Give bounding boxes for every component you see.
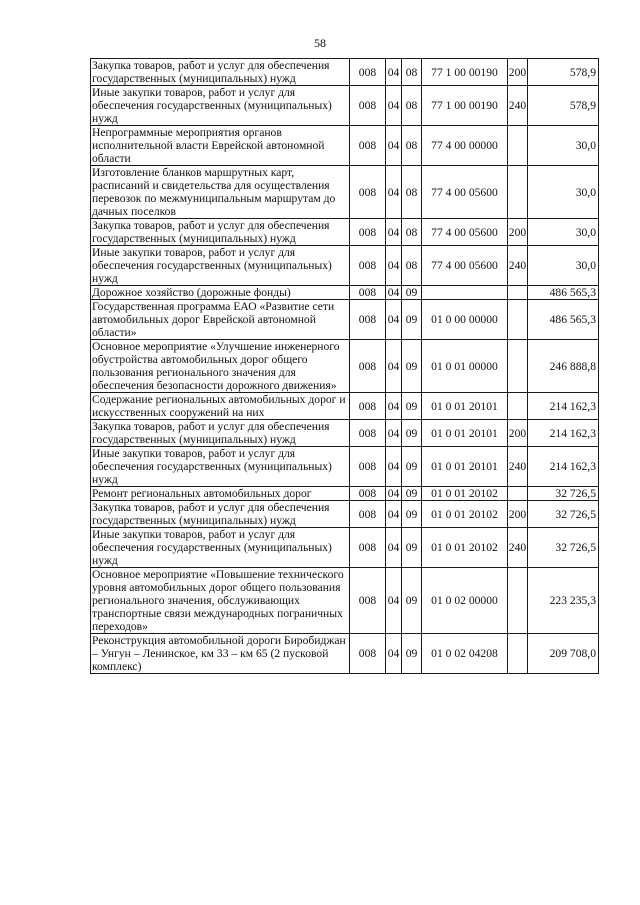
section-code: 04 bbox=[386, 166, 402, 219]
subsection-code: 08 bbox=[402, 86, 422, 126]
ministry-code: 008 bbox=[350, 568, 386, 634]
amount: 32 726,5 bbox=[528, 501, 599, 528]
target-article-code: 77 4 00 00000 bbox=[422, 126, 508, 166]
ministry-code: 008 bbox=[350, 501, 386, 528]
subsection-code: 09 bbox=[402, 568, 422, 634]
subsection-code: 09 bbox=[402, 300, 422, 340]
row-name: Основное мероприятие «Улучшение инженерного обустройства автомобильных дорог общего пользования регионального значения для обеспечения безопасности дорожного движения» bbox=[91, 340, 350, 393]
ministry-code: 008 bbox=[350, 528, 386, 568]
row-name: Дорожное хозяйство (дорожные фонды) bbox=[91, 286, 350, 300]
amount: 578,9 bbox=[528, 86, 599, 126]
table-row bbox=[91, 487, 599, 501]
table-row bbox=[91, 126, 599, 166]
expense-type-code: 240 bbox=[508, 447, 528, 487]
expense-type-code: 200 bbox=[508, 59, 528, 86]
budget-table bbox=[90, 58, 599, 674]
table-row bbox=[91, 286, 599, 300]
amount: 32 726,5 bbox=[528, 487, 599, 501]
section-code: 04 bbox=[386, 447, 402, 487]
subsection-code: 09 bbox=[402, 528, 422, 568]
amount: 30,0 bbox=[528, 246, 599, 286]
expense-type-code: 240 bbox=[508, 246, 528, 286]
section-code: 04 bbox=[386, 126, 402, 166]
row-name: Закупка товаров, работ и услуг для обеспечения государственных (муниципальных) нужд bbox=[91, 501, 350, 528]
table-row bbox=[91, 219, 599, 246]
subsection-code: 09 bbox=[402, 393, 422, 420]
section-code: 04 bbox=[386, 634, 402, 674]
section-code: 04 bbox=[386, 487, 402, 501]
section-code: 04 bbox=[386, 568, 402, 634]
expense-type-code bbox=[508, 166, 528, 219]
subsection-code: 08 bbox=[402, 59, 422, 86]
section-code: 04 bbox=[386, 420, 402, 447]
table-row bbox=[91, 340, 599, 393]
subsection-code: 09 bbox=[402, 501, 422, 528]
amount: 30,0 bbox=[528, 126, 599, 166]
target-article-code: 01 0 01 20102 bbox=[422, 501, 508, 528]
amount: 209 708,0 bbox=[528, 634, 599, 674]
ministry-code: 008 bbox=[350, 126, 386, 166]
target-article-code: 01 0 01 20102 bbox=[422, 528, 508, 568]
row-name: Иные закупки товаров, работ и услуг для обеспечения государственных (муниципальных) нужд bbox=[91, 86, 350, 126]
target-article-code: 77 4 00 05600 bbox=[422, 166, 508, 219]
expense-type-code: 200 bbox=[508, 420, 528, 447]
expense-type-code bbox=[508, 568, 528, 634]
table-row bbox=[91, 447, 599, 487]
expense-type-code bbox=[508, 340, 528, 393]
amount: 214 162,3 bbox=[528, 447, 599, 487]
ministry-code: 008 bbox=[350, 166, 386, 219]
target-article-code: 01 0 01 20101 bbox=[422, 447, 508, 487]
row-name: Закупка товаров, работ и услуг для обеспечения государственных (муниципальных) нужд bbox=[91, 219, 350, 246]
expense-type-code bbox=[508, 634, 528, 674]
row-name: Непрограммные мероприятия органов исполнительной власти Еврейской автономной области bbox=[91, 126, 350, 166]
target-article-code: 77 4 00 05600 bbox=[422, 219, 508, 246]
section-code: 04 bbox=[386, 86, 402, 126]
target-article-code: 77 4 00 05600 bbox=[422, 246, 508, 286]
amount: 214 162,3 bbox=[528, 420, 599, 447]
page-number: 58 bbox=[314, 36, 326, 50]
ministry-code: 008 bbox=[350, 340, 386, 393]
amount: 578,9 bbox=[528, 59, 599, 86]
ministry-code: 008 bbox=[350, 420, 386, 447]
row-name: Иные закупки товаров, работ и услуг для обеспечения государственных (муниципальных) нужд bbox=[91, 447, 350, 487]
section-code: 04 bbox=[386, 59, 402, 86]
expense-type-code bbox=[508, 126, 528, 166]
section-code: 04 bbox=[386, 286, 402, 300]
section-code: 04 bbox=[386, 219, 402, 246]
subsection-code: 09 bbox=[402, 340, 422, 393]
section-code: 04 bbox=[386, 300, 402, 340]
row-name: Закупка товаров, работ и услуг для обеспечения государственных (муниципальных) нужд bbox=[91, 420, 350, 447]
amount: 214 162,3 bbox=[528, 393, 599, 420]
expense-type-code: 200 bbox=[508, 501, 528, 528]
target-article-code bbox=[422, 286, 508, 300]
ministry-code: 008 bbox=[350, 393, 386, 420]
table-row bbox=[91, 86, 599, 126]
table-row bbox=[91, 420, 599, 447]
target-article-code: 77 1 00 00190 bbox=[422, 86, 508, 126]
table-row bbox=[91, 568, 599, 634]
row-name: Содержание региональных автомобильных дорог и искусственных сооружений на них bbox=[91, 393, 350, 420]
table-row bbox=[91, 393, 599, 420]
table-row bbox=[91, 300, 599, 340]
row-name: Основное мероприятие «Повышение технического уровня автомобильных дорог общего пользования регионального значения, обслуживающих транспортные связи международных пограничных переходов» bbox=[91, 568, 350, 634]
row-name: Закупка товаров, работ и услуг для обеспечения государственных (муниципальных) нужд bbox=[91, 59, 350, 86]
subsection-code: 09 bbox=[402, 447, 422, 487]
amount: 486 565,3 bbox=[528, 286, 599, 300]
table-row bbox=[91, 246, 599, 286]
amount: 32 726,5 bbox=[528, 528, 599, 568]
amount: 223 235,3 bbox=[528, 568, 599, 634]
ministry-code: 008 bbox=[350, 246, 386, 286]
amount: 30,0 bbox=[528, 219, 599, 246]
row-name: Ремонт региональных автомобильных дорог bbox=[91, 487, 350, 501]
subsection-code: 08 bbox=[402, 219, 422, 246]
row-name: Иные закупки товаров, работ и услуг для обеспечения государственных (муниципальных) нужд bbox=[91, 246, 350, 286]
ministry-code: 008 bbox=[350, 447, 386, 487]
ministry-code: 008 bbox=[350, 59, 386, 86]
table-row bbox=[91, 501, 599, 528]
target-article-code: 77 1 00 00190 bbox=[422, 59, 508, 86]
section-code: 04 bbox=[386, 340, 402, 393]
subsection-code: 09 bbox=[402, 420, 422, 447]
section-code: 04 bbox=[386, 501, 402, 528]
expense-type-code: 240 bbox=[508, 86, 528, 126]
target-article-code: 01 0 02 00000 bbox=[422, 568, 508, 634]
subsection-code: 09 bbox=[402, 634, 422, 674]
ministry-code: 008 bbox=[350, 286, 386, 300]
expense-type-code bbox=[508, 393, 528, 420]
expense-type-code bbox=[508, 286, 528, 300]
row-name: Реконструкция автомобильной дороги Биробиджан – Унгун – Ленинское, км 33 – км 65 (2 пусковой комплекс) bbox=[91, 634, 350, 674]
expense-type-code bbox=[508, 487, 528, 501]
subsection-code: 09 bbox=[402, 487, 422, 501]
section-code: 04 bbox=[386, 246, 402, 286]
table-row bbox=[91, 634, 599, 674]
expense-type-code bbox=[508, 300, 528, 340]
ministry-code: 008 bbox=[350, 487, 386, 501]
subsection-code: 08 bbox=[402, 166, 422, 219]
target-article-code: 01 0 01 20101 bbox=[422, 420, 508, 447]
section-code: 04 bbox=[386, 393, 402, 420]
subsection-code: 09 bbox=[402, 286, 422, 300]
table-row bbox=[91, 166, 599, 219]
target-article-code: 01 0 01 20102 bbox=[422, 487, 508, 501]
target-article-code: 01 0 00 00000 bbox=[422, 300, 508, 340]
ministry-code: 008 bbox=[350, 86, 386, 126]
target-article-code: 01 0 01 00000 bbox=[422, 340, 508, 393]
expense-type-code: 240 bbox=[508, 528, 528, 568]
target-article-code: 01 0 01 20101 bbox=[422, 393, 508, 420]
section-code: 04 bbox=[386, 528, 402, 568]
row-name: Государственная программа ЕАО «Развитие сети автомобильных дорог Еврейской автономной области» bbox=[91, 300, 350, 340]
budget-table-body bbox=[91, 59, 599, 674]
amount: 30,0 bbox=[528, 166, 599, 219]
amount: 486 565,3 bbox=[528, 300, 599, 340]
table-row bbox=[91, 528, 599, 568]
ministry-code: 008 bbox=[350, 300, 386, 340]
expense-type-code: 200 bbox=[508, 219, 528, 246]
subsection-code: 08 bbox=[402, 246, 422, 286]
row-name: Иные закупки товаров, работ и услуг для обеспечения государственных (муниципальных) нужд bbox=[91, 528, 350, 568]
ministry-code: 008 bbox=[350, 634, 386, 674]
row-name: Изготовление бланков маршрутных карт, расписаний и свидетельства для осуществления перевозок по межмуниципальным маршрутам до дачных поселков bbox=[91, 166, 350, 219]
target-article-code: 01 0 02 04208 bbox=[422, 634, 508, 674]
amount: 246 888,8 bbox=[528, 340, 599, 393]
ministry-code: 008 bbox=[350, 219, 386, 246]
subsection-code: 08 bbox=[402, 126, 422, 166]
table-row bbox=[91, 59, 599, 86]
